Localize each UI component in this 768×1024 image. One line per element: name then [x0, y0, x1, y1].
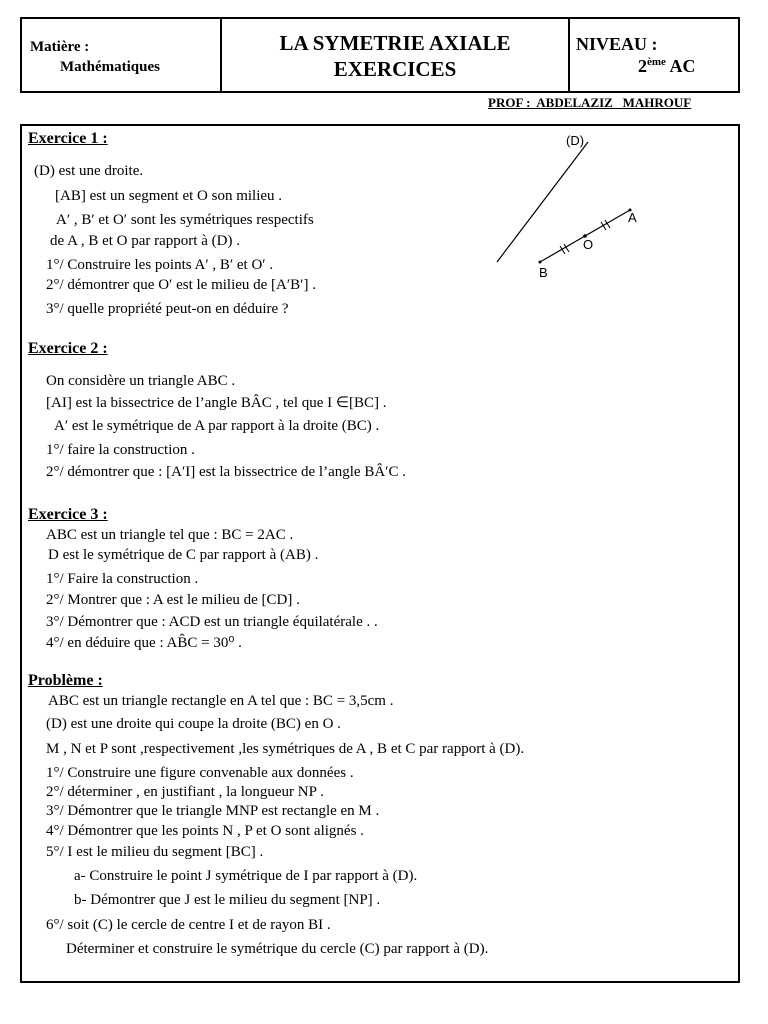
- ex3-line: ABC est un triangle tel que : BC = 2AC .: [46, 527, 294, 543]
- label-b: B: [539, 265, 548, 280]
- prob-line: a- Construire le point J symétrique de I par rapport à (D).: [74, 868, 418, 884]
- ex1-line: (D) est une droite.: [34, 163, 144, 179]
- ex1-title: Exercice 1 :: [28, 130, 108, 147]
- level-sup: ème: [647, 56, 666, 68]
- prob-line: M , N et P sont ,respectivement ,les symétriques de A , B et C par rapport à (D).: [46, 741, 525, 757]
- ex3-title: Exercice 3 :: [28, 506, 108, 523]
- ex2-line: On considère un triangle ABC .: [46, 373, 236, 389]
- prob-line: 2°/ déterminer , en justifiant , la longueur NP .: [46, 784, 324, 800]
- ex3-line: 4°/ en déduire que : AB̂C = 30⁰ .: [46, 635, 242, 651]
- ex2-title: Exercice 2 :: [28, 340, 108, 357]
- ex3-line: 3°/ Démontrer que : ACD est un triangle équilatérale . .: [46, 614, 378, 630]
- ex2-line: [AI] est la bissectrice de l’angle BÂC , tel que I ∈[BC] .: [46, 395, 387, 411]
- ex3-line: D est le symétrique de C par rapport à (AB) .: [48, 547, 319, 563]
- subject-label: Matière :: [30, 39, 90, 55]
- level-cell: [570, 19, 740, 91]
- header-table: [20, 17, 740, 93]
- title-line1: LA SYMETRIE AXIALE: [279, 31, 511, 55]
- ex2-line: A′ est le symétrique de A par rapport à la droite (BC) .: [54, 418, 380, 434]
- title-line2: EXERCICES: [333, 57, 457, 81]
- label-d: (D): [566, 133, 585, 148]
- ex1-figure: [490, 128, 660, 288]
- prob-line: ABC est un triangle rectangle en A tel que : BC = 3,5cm .: [48, 693, 394, 709]
- level-rest: AC: [665, 56, 696, 76]
- level-label: NIVEAU :: [576, 34, 658, 54]
- prob-line: 3°/ Démontrer que le triangle MNP est rectangle en M .: [46, 803, 380, 819]
- prob-line: 1°/ Construire une figure convenable aux données .: [46, 765, 354, 781]
- ex1-line: [AB] est un segment et O son milieu .: [55, 188, 283, 204]
- prob-line: 5°/ I est le milieu du segment [BC] .: [46, 844, 264, 860]
- prob-line: 4°/ Démontrer que les points N , P et O sont alignés .: [46, 823, 364, 839]
- ex1-line: 2°/ démontrer que O′ est le milieu de [A′B′] .: [46, 277, 316, 293]
- level-num: 2: [638, 56, 647, 76]
- ex1-line: de A , B et O par rapport à (D) .: [50, 233, 240, 249]
- ex2-line: 2°/ démontrer que : [A′I] est la bissectrice de l’angle BÂ′C .: [46, 464, 406, 480]
- line-d: [497, 142, 588, 262]
- ex3-line: 1°/ Faire la construction .: [46, 571, 199, 587]
- label-o: O: [583, 237, 594, 252]
- ex1-line: A′ , B′ et O′ sont les symétriques respectifs: [56, 212, 314, 228]
- subject-cell: [22, 19, 222, 91]
- label-a: A: [628, 210, 637, 225]
- prob-title: Problème :: [28, 672, 103, 689]
- ex2-line: 1°/ faire la construction .: [46, 442, 195, 458]
- point-b: [539, 261, 542, 264]
- prof-name: PROF : ABDELAZIZ MAHROUF: [488, 95, 692, 110]
- prob-line: b- Démontrer que J est le milieu du segment [NP] .: [74, 892, 381, 908]
- subject-value: Mathématiques: [60, 59, 160, 75]
- ex1-line: 3°/ quelle propriété peut-on en déduire ?: [46, 301, 289, 317]
- ex1-line: 1°/ Construire les points A′ , B′ et O′ .: [46, 257, 274, 273]
- ex3-line: 2°/ Montrer que : A est le milieu de [CD] .: [46, 592, 300, 608]
- title-cell: [222, 19, 570, 91]
- level-value: [638, 56, 695, 77]
- prob-line: 6°/ soit (C) le cercle de centre I et de rayon BI .: [46, 917, 331, 933]
- prob-line: (D) est une droite qui coupe la droite (BC) en O .: [46, 716, 341, 732]
- prob-line: Déterminer et construire le symétrique du cercle (C) par rapport à (D).: [66, 941, 489, 957]
